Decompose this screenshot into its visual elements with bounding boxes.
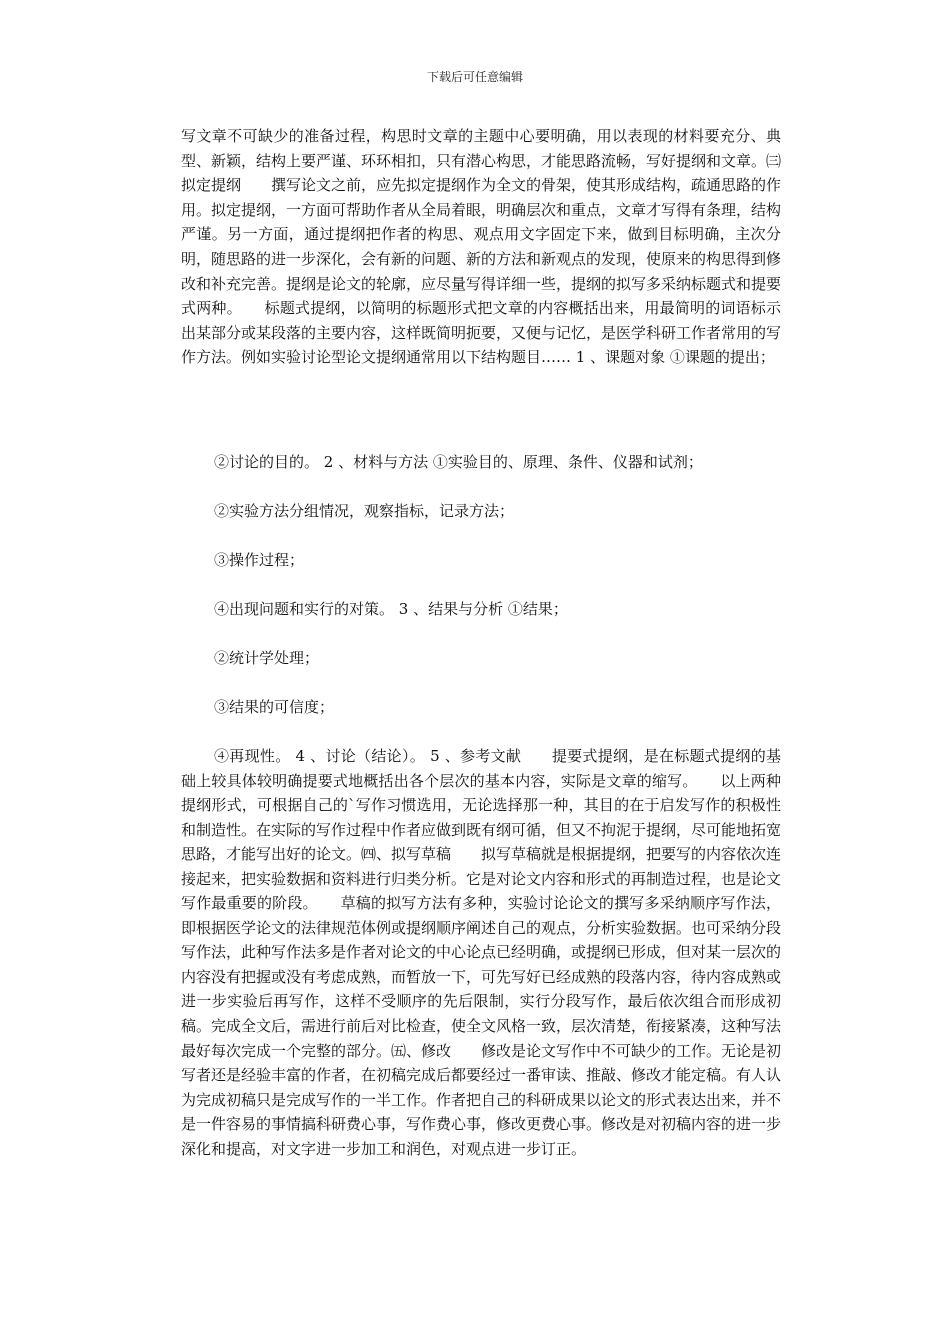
list-item: ②讨论的目的。 2 、材料与方法 ①实验目的、原理、条件、仪器和试剂； xyxy=(214,453,703,471)
page-header-note: 下载后可任意编辑 xyxy=(426,70,523,84)
body-paragraph-1: 写文章不可缺少的准备过程，构思时文章的主题中心要明确，用以表现的材料要充分、典型、新颖，结构上要严谨、环环相扣，只有潜心构思，才能思路流畅，写好提纲和文章。㈢拟定提纲 撰写论文之前，应先拟定提纲作为全文的骨架，使其形成结构，疏通思路的作用。拟定提纲，一方面可帮助作者从全局着眼，明确层次和重点，文章才写得有条理，结构严谨。另一方面，通过提纲把作者的构思、观点用文字固定下来，做到目标明确，主次分明，随思路的进一步深化，会有新的问题、新的方法和新观点的发现，使原来的构思得到修改和补充完善。提纲是论文的轮廓，应尽量写得详细一些，提纲的拟写多采纳标题式和提要式两种。 标题式提纲，以简明的标题形式把文章的内容概括出来，用最简明的词语标示出某部分或某段落的主要内容，这样既简明扼要，又便与记忆，是医学科研工作者常用的写作方法。例如实验讨论型论文提纲通常用以下结构题目…… 1 、课题对象 ①课题的提出； xyxy=(181,127,782,367)
list-item: ④出现问题和实行的对策。 3 、结果与分析 ①结果； xyxy=(214,600,568,618)
list-item: ②统计学处理； xyxy=(214,649,320,667)
body-paragraph-last: ④再现性。 4 、讨论（结论）。 5 、参考文献 提要式提纲，是在标题式提纲的基础上较具体较明确提要式地概括出各个层次的基本内容，实际是文章的缩写。 以上两种提纲形式，可根据自己的`写作习惯选用，无论选择那一种，其目的在于启发写作的积极性和制造性。在实际的写作过程中作者应做到既有纲可循，但又不拘泥于提纲，尽可能地拓宽思路，才能写出好的论文。㈣、拟写草稿 拟写草稿就是根据提纲，把要写的内容依次连接起来，把实验数据和资料进行归类分析。它是对论文内容和形式的再制造过程，也是论文写作最重要的阶段。 草稿的拟写方法有多种，实验讨论论文的撰写多采纳顺序写作法，即根据医学论文的法律规范体例或提纲顺序阐述自己的观点，分析实验数据。也可采纳分段写作法，此种写作法多是作者对论文的中心论点已经明确，或提纲已形成，但对某一层次的内容没有把握或没有考虑成熟，而暂放一下，可先写好已经成熟的段落内容，待内容成熟或进一步实验后再写作，这样不受顺序的先后限制，实行分段写作，最后依次组合而形成初稿。完成全文后，需进行前后对比检查，使全文风格一致，层次清楚，衔接紧凑，这种写法最好每次完成一个完整的部分。㈤、修改 修改是论文写作中不可缺少的工作。无论是初写者还是经验丰富的作者，在初稿完成后都要经过一番审读、推敲、修改才能定稿。有人认为完成初稿只是完成写作的一半工作。作者把自己的科研成果以论文的形式表达出来，并不是一件容易的事情搞科研费心事，写作费心事，修改更费心事。修改是对初稿内容的进一步深化和提高，对文字进一步加工和润色，对观点进一步订正。 xyxy=(181,747,782,1158)
list-item: ②实验方法分组情况，观察指标，记录方法； xyxy=(214,502,515,520)
list-item: ③操作过程； xyxy=(214,551,305,569)
list-item: ③结果的可信度； xyxy=(214,698,335,716)
